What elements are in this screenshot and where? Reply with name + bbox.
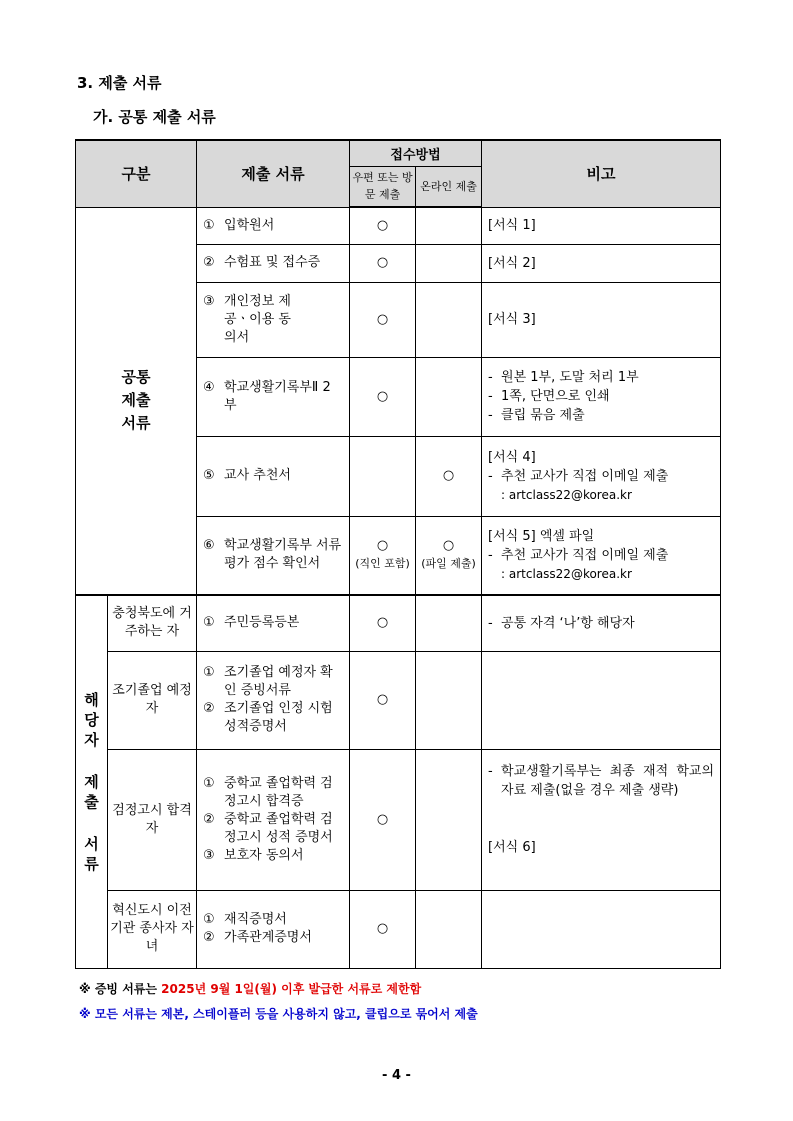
item-number: ① [203, 912, 215, 927]
document-name: 조기졸업 인정 시험 성적증명서 [224, 701, 333, 734]
document-cell [197, 207, 350, 244]
mail-mark: ○ [350, 244, 416, 282]
form-label: [서식 1] [488, 218, 536, 233]
form-label: [서식 3] [488, 312, 536, 327]
online-mark [416, 282, 482, 357]
applicant-type: 혁신도시 이전 기관 종사자 자녀 [108, 890, 197, 968]
document-cell [197, 595, 350, 651]
applicant-category-cell [76, 595, 108, 968]
online-mark [416, 749, 482, 890]
applicant-type: 조기졸업 예정자 [108, 651, 197, 749]
document-name: 재직증명서 [224, 912, 287, 927]
online-mark [416, 890, 482, 968]
item-number: ③ [203, 847, 215, 863]
form-label: [서식 2] [488, 255, 536, 271]
document-cell [197, 749, 350, 890]
mail-mark: ○ [350, 890, 416, 968]
item-number: ① [203, 775, 215, 791]
mail-mark: ○ [350, 282, 416, 357]
table-row [76, 651, 721, 749]
document-cell [197, 890, 350, 968]
item-number: ② [203, 930, 215, 945]
mail-mark: ○ [350, 651, 416, 749]
online-mark [416, 357, 482, 436]
header-remarks: 비고 [482, 140, 721, 207]
document-name: 수험표 및 접수증 [224, 255, 321, 270]
document-cell [197, 282, 350, 357]
document-cell [197, 244, 350, 282]
item-number: ① [203, 665, 215, 680]
document-cell [197, 651, 350, 749]
item-number: ② [203, 701, 215, 716]
remark-bullet: 공통 자격 ‘나’항 해당자 [501, 615, 635, 631]
category-char: 류 [84, 854, 99, 873]
remark-bullet: 추천 교사가 직접 이메일 제출 [501, 547, 669, 563]
category-label: 제출 [121, 391, 151, 410]
item-number: ④ [203, 379, 215, 395]
applicant-type: 검정고시 합격자 [108, 749, 197, 890]
circle-mark: ○ [376, 538, 389, 554]
category-char: 출 [84, 792, 99, 811]
mark-note: (직인 포함) [355, 557, 410, 571]
form-label: [서식 4] [488, 449, 536, 465]
document-name: 학교생활기록부 서류 평가 점수 확인서 [224, 538, 342, 572]
category-label: 공통 [121, 368, 151, 387]
table-row [76, 749, 721, 890]
document-name: 개인정보 제공ㆍ이용 동의서 [224, 293, 291, 345]
table-row [76, 890, 721, 968]
mail-mark [350, 436, 416, 516]
table-row [76, 595, 721, 651]
remark-bullet: 클립 묶음 제출 [501, 408, 585, 423]
evidence-note [79, 980, 421, 997]
item-number: ⑥ [203, 538, 215, 554]
remark-cell: [서식 5] 엑셀 파일 - 추천 교사가 직접 이메일 제출 : artclass22@korea.kr [482, 516, 721, 595]
item-number: ② [203, 255, 215, 270]
header-method-mail: 우편 또는 방문 제출 [350, 166, 416, 207]
document-name: 교사 추천서 [224, 468, 291, 483]
category-char: 당 [84, 710, 99, 729]
email-address: : artclass22@korea.kr [501, 487, 632, 502]
remark-bullet: 학교생활기록부는 최종 재적 학교의 자료 제출(없을 경우 제출 생략) [501, 763, 715, 798]
applicant-type: 충청북도에 거주하는 자 [108, 595, 197, 651]
common-category-cell [76, 207, 197, 595]
mail-mark: ○ [350, 595, 416, 651]
remark-bullet: 원본 1부, 도말 처리 1부 [501, 370, 639, 385]
header-method: 접수방법 [350, 140, 482, 166]
category-char: 서 [84, 834, 99, 853]
document-cell [197, 436, 350, 516]
online-mark [416, 516, 482, 595]
category-label: 서류 [121, 414, 151, 433]
online-mark [416, 595, 482, 651]
item-number: ① [203, 217, 215, 233]
mail-mark: ○ [350, 749, 416, 890]
remark-cell [482, 651, 721, 749]
remark-cell: - 학교생활기록부는 최종 재적 학교의 자료 제출(없을 경우 제출 생략) [서식 6] [482, 749, 721, 890]
header-category: 구분 [76, 140, 197, 207]
document-cell [197, 357, 350, 436]
evidence-note-prefix: ※ 증빙 서류는 [79, 982, 162, 996]
document-name: 보호자 동의서 [224, 847, 304, 863]
mark-note: (파일 제출) [421, 557, 476, 571]
document-name: 가족관계증명서 [224, 930, 312, 945]
email-address: : artclass22@korea.kr [501, 566, 632, 581]
remark-cell: - 원본 1부, 도말 처리 1부 - 1쪽, 단면으로 인쇄 - 클립 묶음 제출 [482, 357, 721, 436]
mail-mark: ○ [350, 207, 416, 244]
online-mark [416, 244, 482, 282]
remark-bullet: 추천 교사가 직접 이메일 제출 [501, 468, 669, 484]
category-char: 자 [84, 730, 99, 749]
item-number: ③ [203, 293, 215, 309]
submission-documents-table [75, 139, 721, 969]
category-char: 제 [84, 772, 99, 791]
evidence-note-highlight: 2025년 9월 1일(월) 이후 발급한 서류로 제한함 [161, 982, 422, 996]
circle-mark: ○ [442, 538, 455, 554]
form-label: [서식 5] 엑셀 파일 [488, 528, 595, 544]
online-mark [416, 651, 482, 749]
document-name: 중학교 졸업학력 검정고시 합격증 [224, 775, 333, 809]
subsection-heading: 가. 공통 제출 서류 [93, 108, 216, 126]
remark-cell [482, 282, 721, 357]
header-documents: 제출 서류 [197, 140, 350, 207]
binding-note: ※ 모든 서류는 제본, 스테이플러 등을 사용하지 않고, 클립으로 묶어서 제출 [79, 1007, 478, 1021]
remark-cell: [서식 4] - 추천 교사가 직접 이메일 제출 : artclass22@korea.kr [482, 436, 721, 516]
mail-mark: ○ [350, 357, 416, 436]
item-number: ② [203, 811, 215, 827]
section-heading: 3. 제출 서류 [77, 74, 162, 92]
item-number: ⑤ [203, 468, 215, 483]
item-number: ① [203, 615, 215, 631]
document-name: 중학교 졸업학력 검정고시 성적 증명서 [224, 811, 333, 845]
document-name: 주민등록등본 [224, 615, 300, 631]
category-char: 해 [84, 690, 99, 709]
document-cell [197, 516, 350, 595]
remark-cell [482, 244, 721, 282]
page-number: - 4 - [382, 1068, 411, 1083]
online-mark: ○ [416, 436, 482, 516]
table-row [76, 207, 721, 244]
remark-cell [482, 890, 721, 968]
remark-bullet: 1쪽, 단면으로 인쇄 [501, 389, 610, 404]
header-method-online: 온라인 제출 [416, 166, 482, 207]
document-name: 입학원서 [224, 217, 275, 233]
online-mark [416, 207, 482, 244]
remark-cell: - 공통 자격 ‘나’항 해당자 [482, 595, 721, 651]
form-label: [서식 6] [488, 839, 536, 855]
remark-cell [482, 207, 721, 244]
mail-mark [350, 516, 416, 595]
document-name: 학교생활기록부Ⅱ 2부 [224, 379, 331, 413]
document-name: 조기졸업 예정자 확인 증빙서류 [224, 665, 333, 698]
